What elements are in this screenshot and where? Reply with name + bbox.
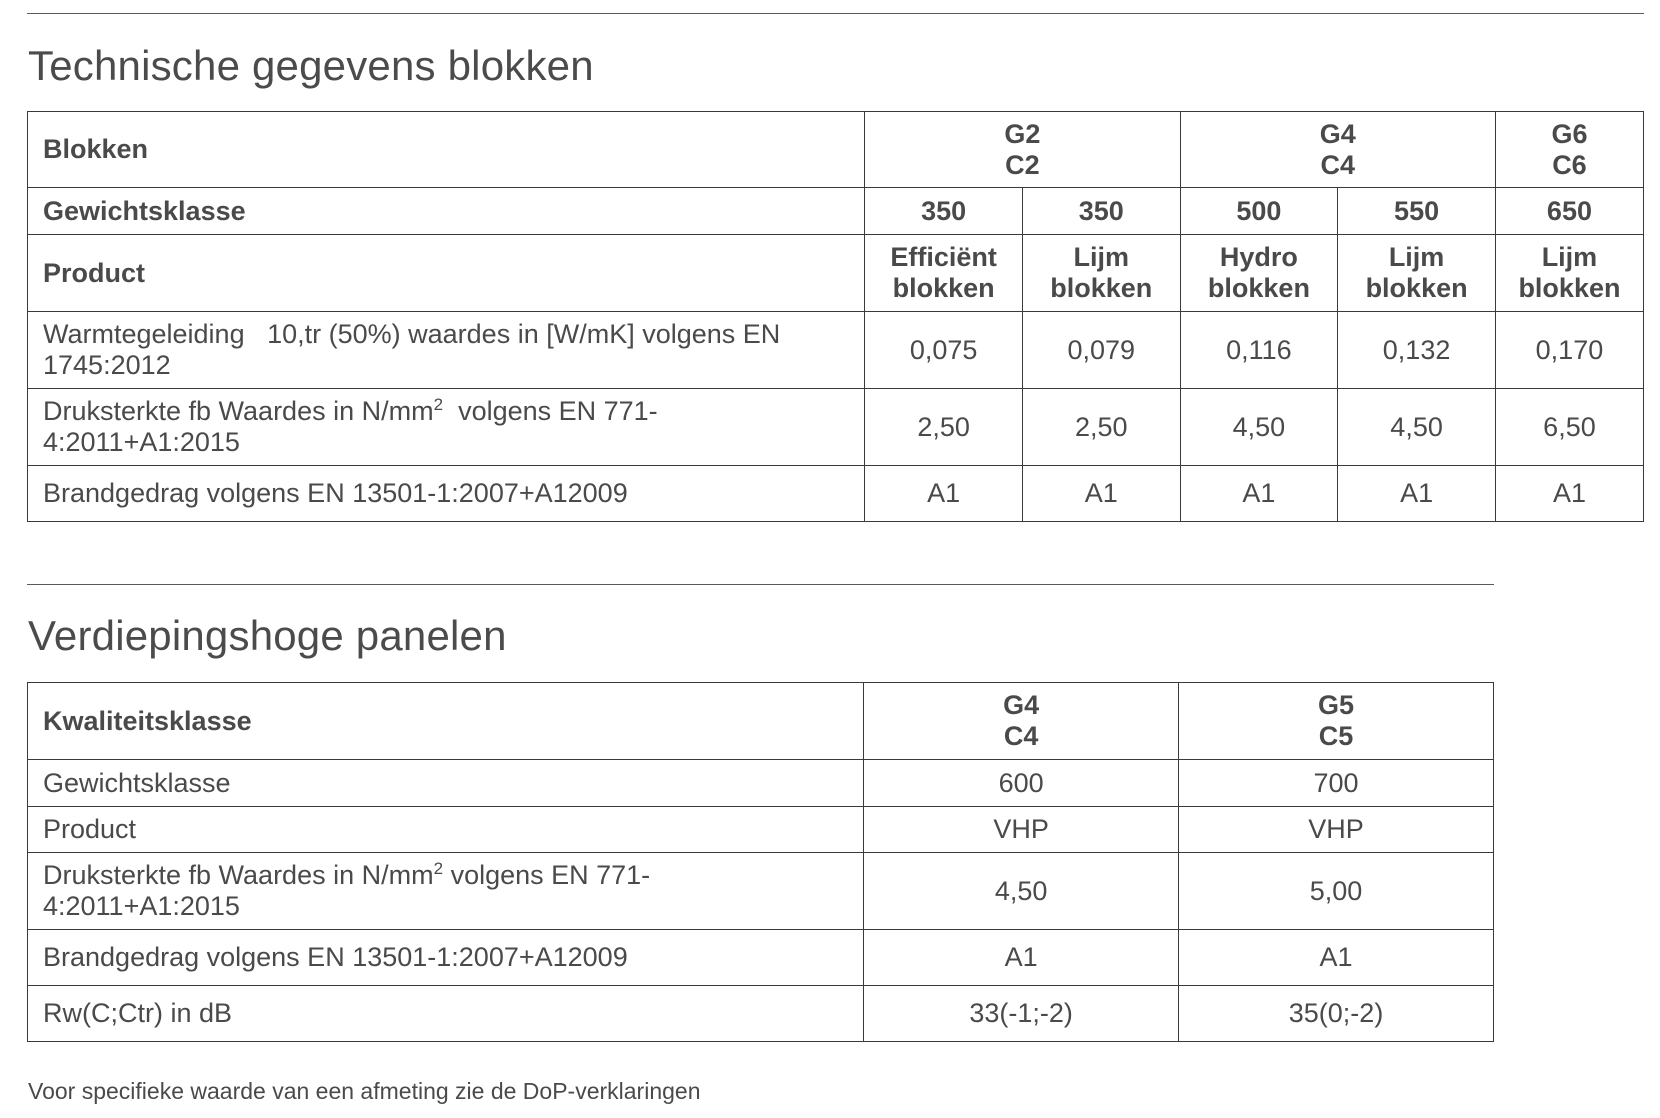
cell-value: 550 <box>1338 188 1496 235</box>
row-label: Brandgedrag volgens EN 13501-1:2007+A12009 <box>28 466 865 522</box>
table-row-gewichtsklasse <box>28 760 1494 807</box>
product-line: blokken <box>1365 273 1468 303</box>
group-g-label: G2 <box>1004 118 1041 149</box>
cell-value: 0,116 <box>1180 312 1338 389</box>
product-line: blokken <box>1050 273 1153 303</box>
table-row-product <box>28 807 1494 853</box>
label-line: 4:2011+A1:2015 <box>43 891 240 921</box>
table-row-header <box>28 112 1644 188</box>
cell-value: 2,50 <box>1022 389 1180 466</box>
group-c-label: C4 <box>1003 721 1039 751</box>
header-group-g4c4 <box>864 683 1179 760</box>
cell-value: 0,079 <box>1022 312 1180 389</box>
product-line: Lijm <box>1541 242 1598 272</box>
group-g-label: G4 <box>1319 118 1356 149</box>
row-label: Product <box>28 807 864 853</box>
cell-value: 35(0;-2) <box>1179 986 1494 1042</box>
group-c-label: C5 <box>1318 721 1354 751</box>
product-line: blokken <box>1207 273 1310 303</box>
row-label: Product <box>28 235 865 312</box>
row-label: Gewichtsklasse <box>28 760 864 807</box>
cell-value <box>865 235 1023 312</box>
cell-value: A1 <box>1338 466 1496 522</box>
cell-value: 700 <box>1179 760 1494 807</box>
cell-value <box>1338 235 1496 312</box>
label-part: Druksterkte fb Waardes in N/mm <box>43 396 434 426</box>
label-line <box>43 396 854 427</box>
product-line: Hydro <box>1219 242 1298 272</box>
header-group-g6c6 <box>1495 112 1643 188</box>
group-c-label: C6 <box>1552 149 1587 180</box>
table-row-brandgedrag <box>28 930 1494 986</box>
header-group-g5c5 <box>1179 683 1494 760</box>
table-row-brandgedrag <box>28 466 1644 522</box>
label-part: volgens EN 771- <box>443 860 651 890</box>
product-line: Lijm <box>1073 242 1130 272</box>
product-line: blokken <box>1518 273 1621 303</box>
header-label-blokken: Blokken <box>28 112 865 188</box>
group-g-label: G6 <box>1551 118 1588 149</box>
cell-value: 4,50 <box>864 853 1179 930</box>
cell-value: VHP <box>864 807 1179 853</box>
cell-value <box>1180 235 1338 312</box>
cell-value: A1 <box>1495 466 1643 522</box>
cell-value <box>1022 235 1180 312</box>
label-part: volgens EN 771- <box>443 396 658 426</box>
cell-value: 500 <box>1180 188 1338 235</box>
cell-value: 0,075 <box>865 312 1023 389</box>
cell-value: A1 <box>864 930 1179 986</box>
table-verdiepingshoge-panelen <box>27 682 1494 1042</box>
table-row-druksterkte <box>28 853 1494 930</box>
cell-value: 5,00 <box>1179 853 1494 930</box>
cell-value: 0,170 <box>1495 312 1643 389</box>
table-row-druksterkte <box>28 389 1644 466</box>
cell-value: A1 <box>865 466 1023 522</box>
cell-value: A1 <box>1179 930 1494 986</box>
cell-value: 350 <box>1022 188 1180 235</box>
row-label <box>28 853 864 930</box>
section-title-panelen: Verdiepingshoge panelen <box>28 612 507 659</box>
row-label <box>28 389 865 466</box>
cell-value: 600 <box>864 760 1179 807</box>
section-title-blokken: Technische gegevens blokken <box>28 42 594 89</box>
row-label <box>28 312 865 389</box>
middle-divider <box>27 584 1494 585</box>
table-row-rw <box>28 986 1494 1042</box>
group-c-label: C4 <box>1320 149 1355 180</box>
cell-value: A1 <box>1180 466 1338 522</box>
label-line: 4:2011+A1:2015 <box>43 427 240 457</box>
cell-value: 33(-1;-2) <box>864 986 1179 1042</box>
cell-value: VHP <box>1179 807 1494 853</box>
cell-value: 0,132 <box>1338 312 1496 389</box>
row-label: Rw(C;Ctr) in dB <box>28 986 864 1042</box>
group-c-label: C2 <box>1005 149 1040 180</box>
label-line: 1745:2012 <box>43 350 171 380</box>
label-part: Druksterkte fb Waardes in N/mm <box>43 860 434 890</box>
table-row-gewichtsklasse <box>28 188 1644 235</box>
cell-value: 4,50 <box>1338 389 1496 466</box>
cell-value: 650 <box>1495 188 1643 235</box>
cell-value <box>1495 235 1643 312</box>
cell-value: 350 <box>865 188 1023 235</box>
group-g-label: G5 <box>1318 690 1355 720</box>
header-group-g4c4 <box>1180 112 1495 188</box>
cell-value: 4,50 <box>1180 389 1338 466</box>
product-line: blokken <box>892 273 995 303</box>
table-row-header <box>28 683 1494 760</box>
cell-value: 2,50 <box>865 389 1023 466</box>
footnote: Voor specifieke waarde van een afmeting zie de DoP-verklaringen <box>28 1078 701 1104</box>
label-superscript: 2 <box>433 859 444 878</box>
cell-value: 6,50 <box>1495 389 1643 466</box>
table-row-product <box>28 235 1644 312</box>
label-superscript: 2 <box>433 395 444 414</box>
group-g-label: G4 <box>1003 690 1040 720</box>
label-line <box>43 860 853 891</box>
top-divider <box>27 13 1644 14</box>
cell-value: A1 <box>1022 466 1180 522</box>
table-row-warmtegeleiding <box>28 312 1644 389</box>
header-group-g2c2 <box>865 112 1180 188</box>
table-technische-gegevens-blokken <box>27 111 1644 522</box>
header-label-kwaliteitsklasse: Kwaliteitsklasse <box>28 683 864 760</box>
label-line: Warmtegeleiding 10,tr (50%) waardes in [W/mK] volgens EN <box>43 319 781 349</box>
product-line: Lijm <box>1388 242 1445 272</box>
row-label: Gewichtsklasse <box>28 188 865 235</box>
row-label: Brandgedrag volgens EN 13501-1:2007+A12009 <box>28 930 864 986</box>
product-line: Efficiënt <box>890 242 997 272</box>
